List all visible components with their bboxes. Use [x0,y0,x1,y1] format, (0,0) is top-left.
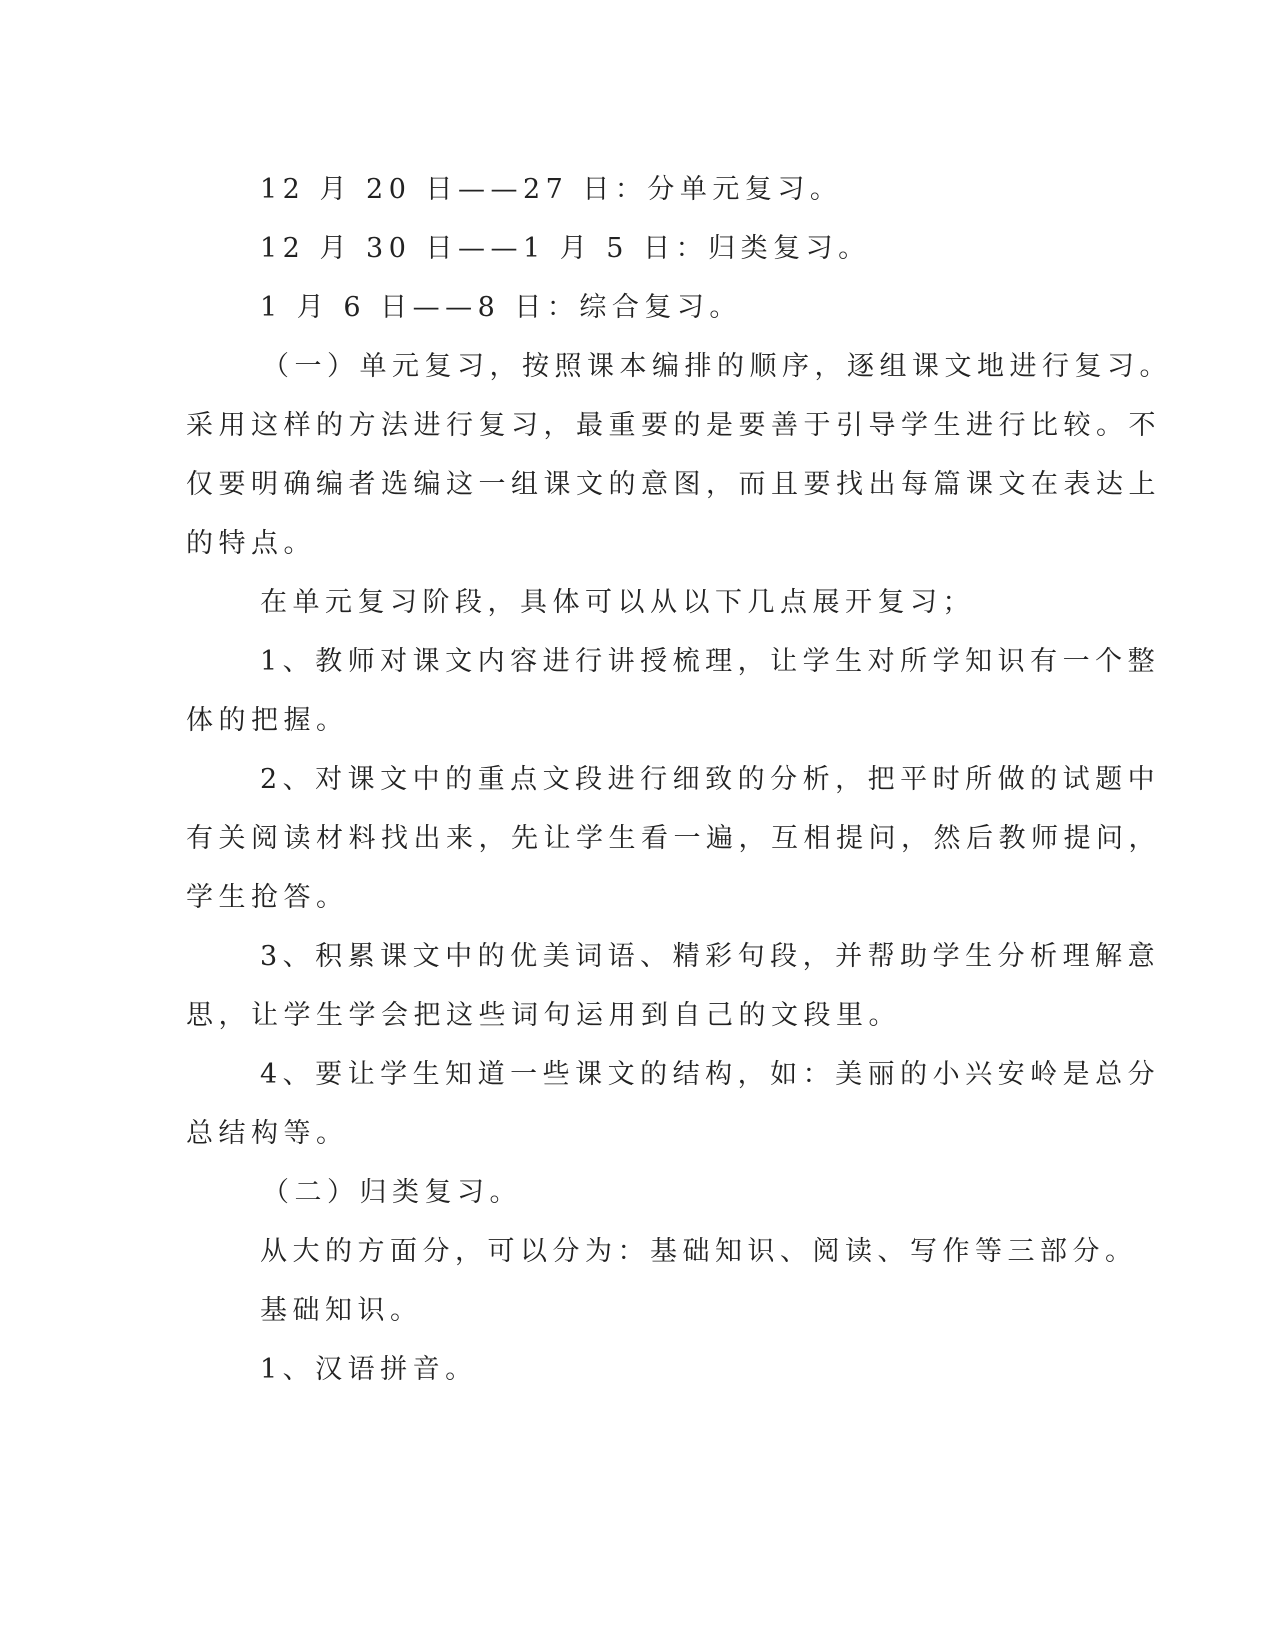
paragraph-unit-review: （一）单元复习，按照课本编排的顺序，逐组课文地进行复习。 [262,351,1172,382]
schedule-line-3: 1 月 6 日——8 日：综合复习。 [260,292,742,323]
list-item-3: 3、积累课文中的优美词语、精彩句段，并帮助学生分析理解意 [260,941,1161,972]
paragraph-line: 的特点。 [186,528,316,559]
list-item-2-cont: 学生抢答。 [186,882,349,913]
list-item-4-cont: 总结构等。 [186,1118,349,1149]
schedule-line-2: 12 月 30 日——1 月 5 日：归类复习。 [260,233,871,264]
schedule-line-1: 12 月 20 日——27 日：分单元复习。 [260,174,843,205]
list-item-4: 4、要让学生知道一些课文的结构，如：美丽的小兴安岭是总分 [260,1059,1161,1090]
list-item-2-cont: 有关阅读材料找出来，先让学生看一遍，互相提问，然后教师提问， [186,823,1161,854]
subheading-basic-knowledge: 基础知识。 [260,1295,423,1326]
list-item-3-cont: 思，让学生学会把这些词句运用到自己的文段里。 [186,1000,901,1031]
list-item-1: 1、教师对课文内容进行讲授梳理，让学生对所学知识有一个整 [260,646,1161,677]
paragraph-categories: 从大的方面分，可以分为：基础知识、阅读、写作等三部分。 [260,1236,1138,1267]
paragraph-line: 仅要明确编者选编这一组课文的意图，而且要找出每篇课文在表达上 [186,469,1161,500]
list-item-pinyin: 1、汉语拼音。 [260,1354,478,1385]
list-item-1-cont: 体的把握。 [186,705,349,736]
list-item-2: 2、对课文中的重点文段进行细致的分析，把平时所做的试题中 [260,764,1161,795]
paragraph-line: 采用这样的方法进行复习，最重要的是要善于引导学生进行比较。不 [186,410,1161,441]
paragraph-intro: 在单元复习阶段，具体可以从以下几点展开复习； [260,587,975,618]
section-heading-classified-review: （二）归类复习。 [262,1177,522,1208]
